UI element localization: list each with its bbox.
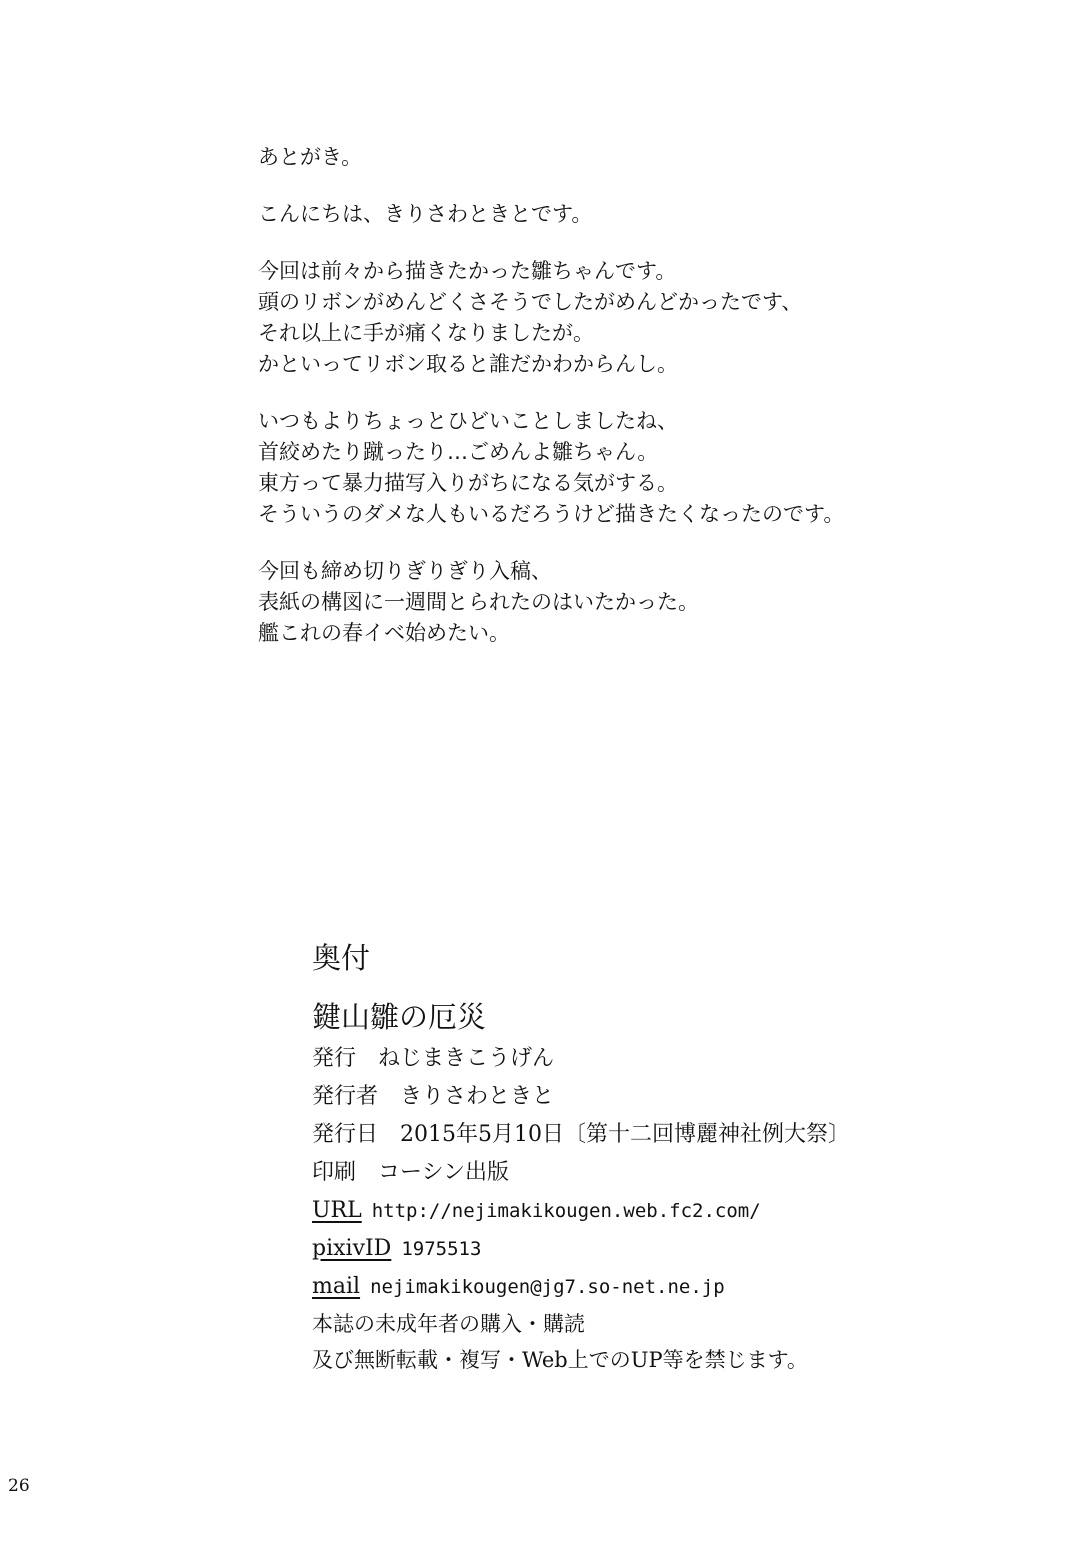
book-title: 鍵山雛の厄災: [312, 1000, 487, 1034]
colophon: [312, 938, 850, 1378]
author-value: きりさわときと: [400, 1084, 555, 1109]
mail-row: [312, 1268, 850, 1306]
afterword-line: いつもよりちょっとひどいことしましたね、: [258, 409, 678, 433]
afterword-paragraph: [258, 199, 844, 230]
afterword-paragraph: [258, 256, 844, 380]
afterword-paragraph: [258, 406, 844, 530]
url-value: http://nejimakikougen.web.fc2.com/: [371, 1200, 761, 1222]
page-number: 26: [8, 1476, 30, 1496]
notice-line-1: 本誌の未成年者の購入・購読: [312, 1312, 585, 1336]
author-row: [312, 1078, 850, 1116]
url-label: URL: [312, 1198, 362, 1223]
afterword-line: 艦これの春イベ始めたい。: [258, 621, 510, 645]
afterword-line: 東方って暴力描写入りがちになる気がする。: [258, 471, 678, 495]
mail-value: nejimakikougen@jg7.so-net.ne.jp: [370, 1276, 725, 1298]
date-value: 2015年5月10日〔第十二回博麗神社例大祭〕: [400, 1122, 850, 1147]
printer-label: 印刷: [312, 1160, 357, 1185]
colophon-heading: 奥付: [312, 941, 371, 975]
afterword-paragraph: [258, 556, 844, 649]
mail-label: mail: [312, 1274, 361, 1299]
notice-line-2: 及び無断転載・複写・Web上でのUP等を禁じます。: [312, 1348, 808, 1372]
afterword-line: かといってリボン取ると誰だかわからんし。: [258, 352, 678, 376]
date-label: 発行日: [312, 1122, 379, 1147]
publisher-value: ねじまきこうげん: [378, 1046, 555, 1071]
pixiv-value: 1975513: [401, 1238, 482, 1260]
afterword-line: 頭のリボンがめんどくさそうでしたがめんどかったです、: [258, 290, 803, 314]
printer-value: コーシン出版: [378, 1160, 510, 1185]
afterword-line: あとがき。: [258, 145, 363, 169]
afterword-line: こんにちは、きりさわときとです。: [258, 202, 593, 226]
afterword-line: 今回は前々から描きたかった雛ちゃんです。: [258, 259, 677, 283]
pixiv-label: pixivID: [312, 1236, 392, 1261]
date-row: [312, 1116, 850, 1154]
pixiv-row: [312, 1230, 850, 1268]
afterword-line: 首絞めたり蹴ったり…ごめんよ雛ちゃん。: [258, 440, 659, 464]
afterword-line: 表紙の構図に一週間とられたのはいたかった。: [258, 590, 699, 614]
afterword-line: 今回も締め切りぎりぎり入稿、: [258, 559, 552, 583]
afterword-line: それ以上に手が痛くなりましたが。: [258, 321, 594, 345]
afterword: [258, 142, 844, 675]
url-row: [312, 1192, 850, 1230]
printer-row: [312, 1154, 850, 1192]
afterword-line: そういうのダメな人もいるだろうけど描きたくなったのです。: [258, 502, 845, 526]
afterword-paragraph: [258, 142, 844, 173]
publisher-row: [312, 1040, 850, 1078]
publisher-label: 発行: [312, 1046, 357, 1071]
author-label: 発行者: [312, 1084, 379, 1109]
